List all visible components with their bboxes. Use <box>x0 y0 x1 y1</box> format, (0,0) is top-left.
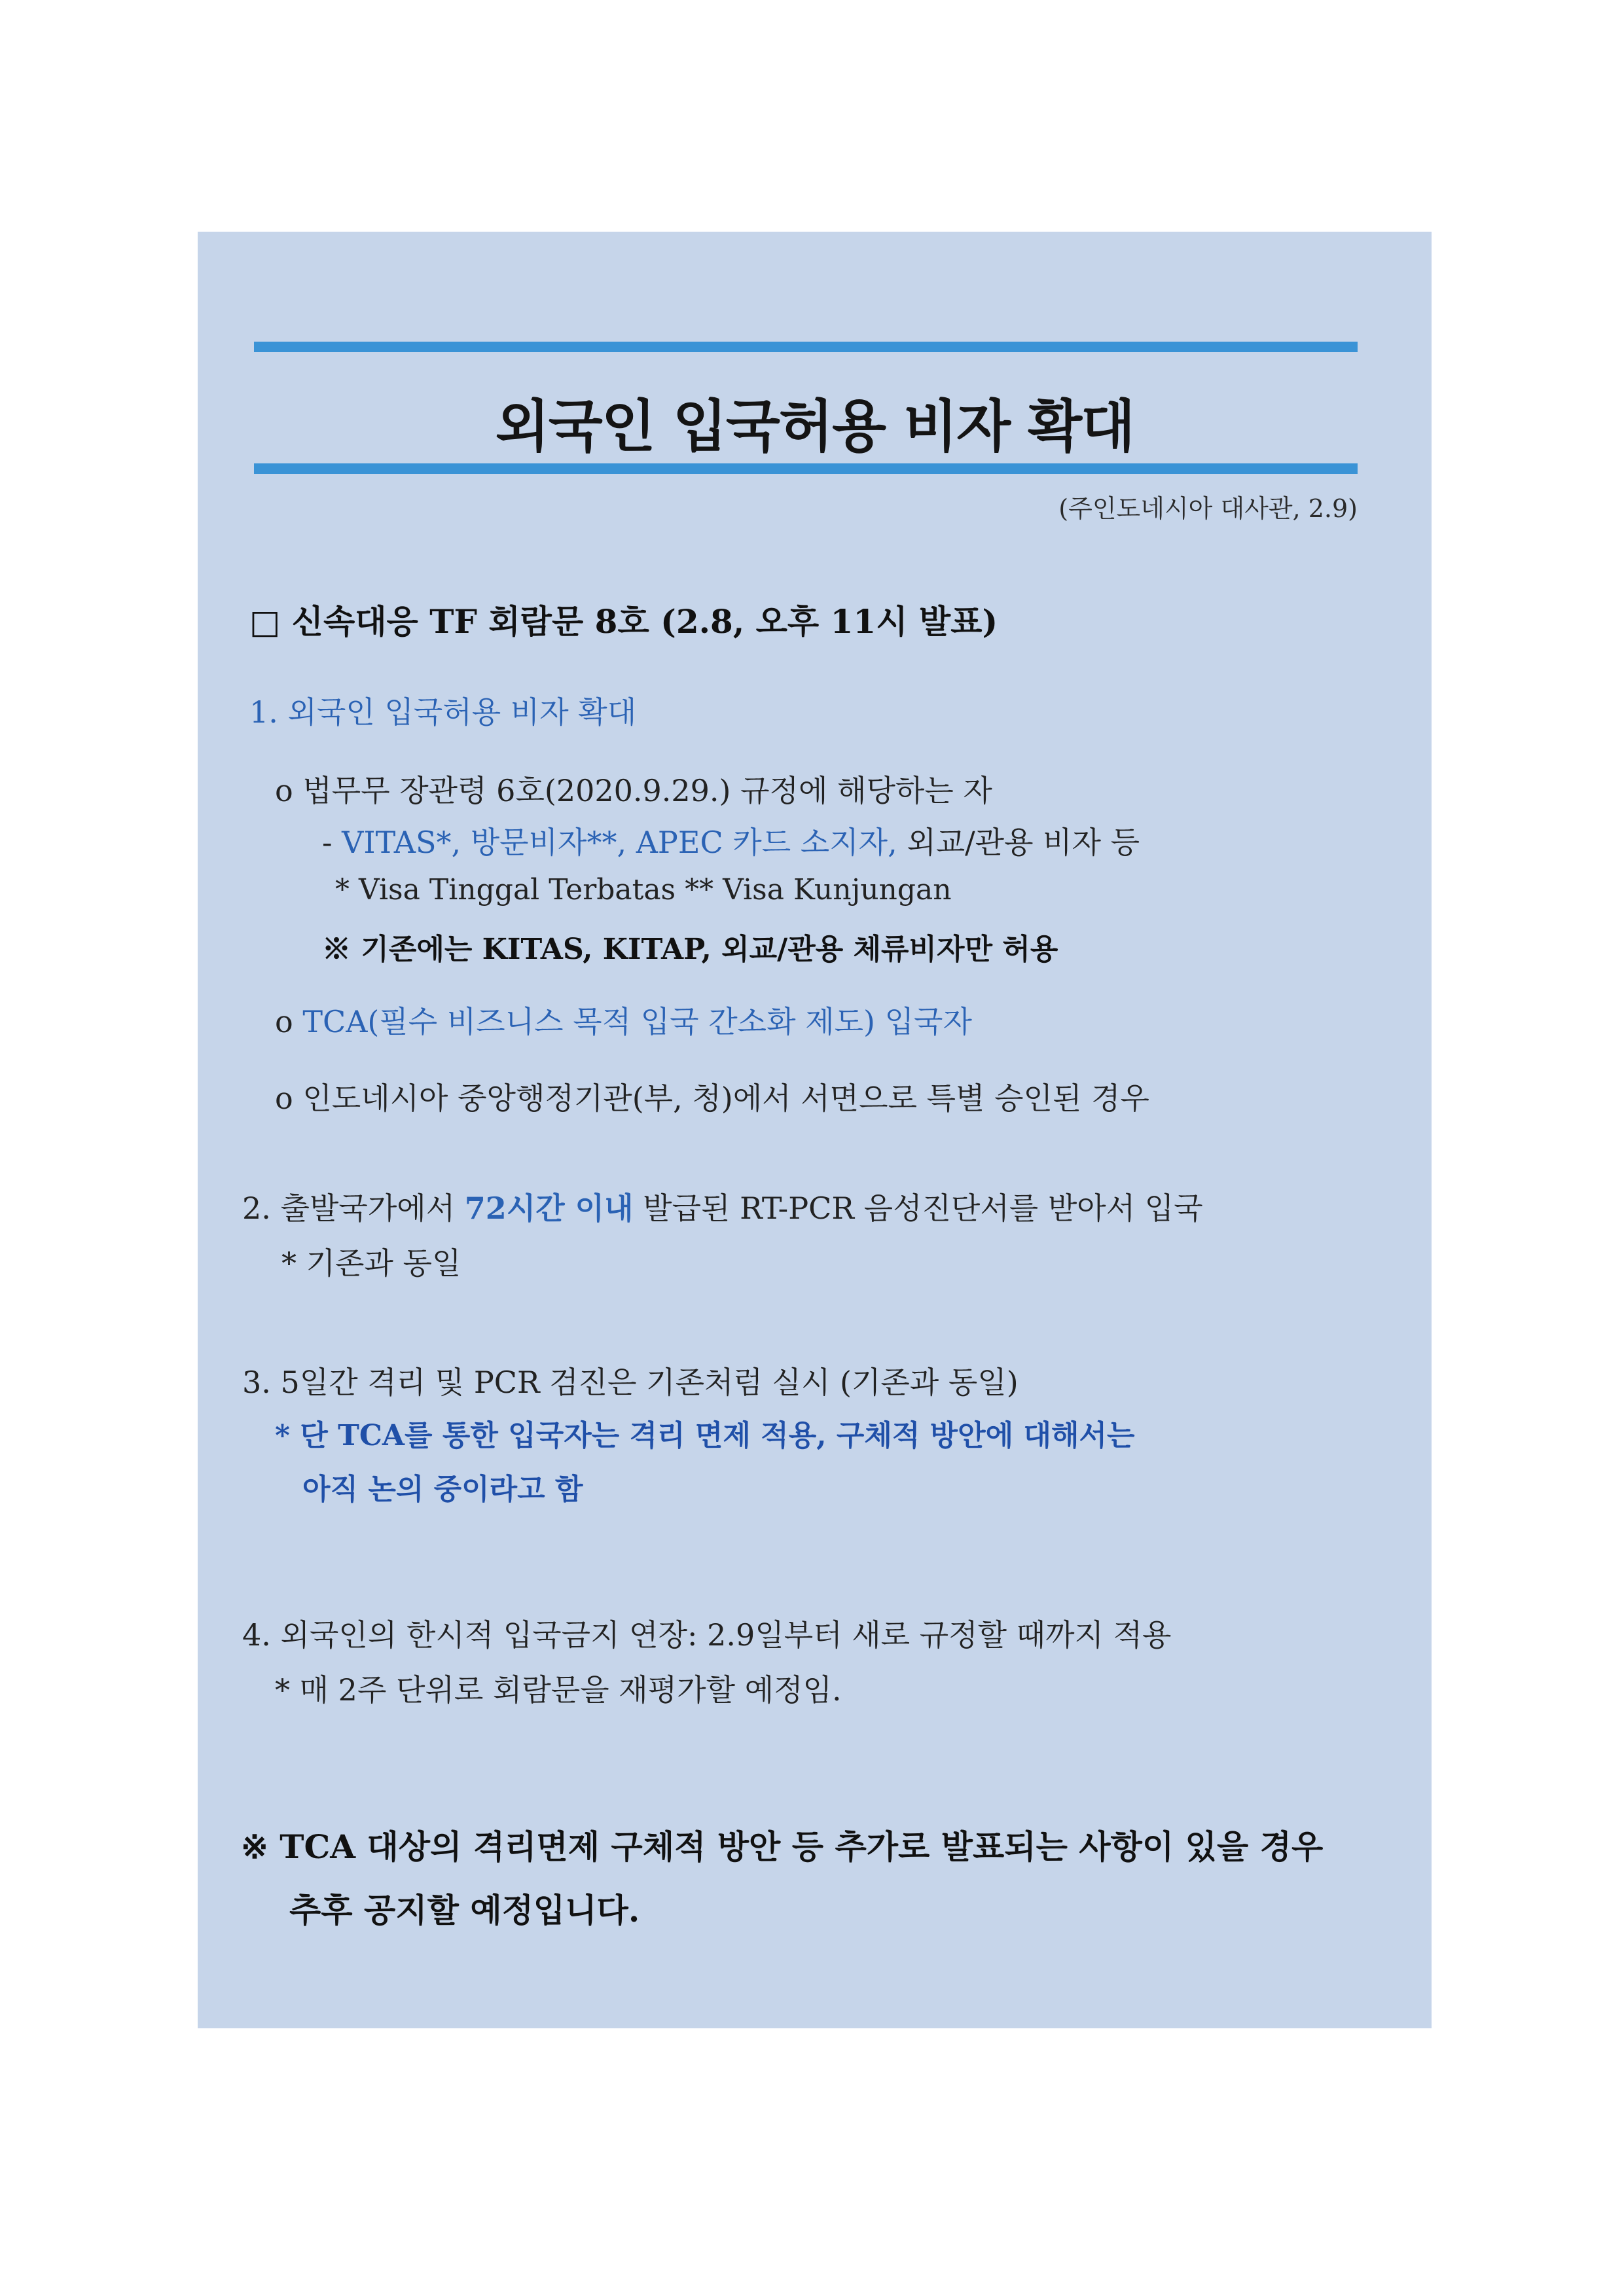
item1-bullet3: o 인도네시아 중앙행정기관(부, 청)에서 서면으로 특별 승인된 경우 <box>275 1081 1149 1116</box>
item3-note-line1: * 단 TCA를 통한 입국자는 격리 면제 적용, 구체적 방안에 대해서는 <box>275 1419 1135 1452</box>
closing-note-line2: 추후 공지할 예정입니다. <box>289 1891 640 1929</box>
bullet-marker: o <box>275 1004 293 1039</box>
item4-title: 4. 외국인의 한시적 입국금지 연장: 2.9일부터 새로 규정할 때까지 적용 <box>242 1617 1172 1653</box>
item2-post: 발급된 RT-PCR 음성진단서를 받아서 입국 <box>643 1191 1203 1226</box>
item2-pre: 2. 출발국가에서 <box>242 1191 456 1226</box>
visa-types-highlight: VITAS*, 방문비자**, APEC 카드 소지자, <box>342 825 897 860</box>
item3-title: 3. 5일간 격리 및 PCR 검진은 기존처럼 실시 (기존과 동일) <box>242 1365 1019 1400</box>
tca-entrants: TCA(필수 비즈니스 목적 입국 간소화 제도) 입국자 <box>302 1004 972 1039</box>
document-sheet <box>198 232 1432 2028</box>
item1-remark: ※ 기존에는 KITAS, KITAP, 외교/관용 체류비자만 허용 <box>322 933 1058 966</box>
item1-bullet1: o 법무무 장관령 6호(2020.9.29.) 규정에 해당하는 자 <box>275 773 992 808</box>
item4-note: * 매 2주 단위로 회람문을 재평가할 예정임. <box>275 1672 842 1708</box>
visa-footnote: * Visa Tinggal Terbatas ** Visa Kunjungan <box>335 873 952 906</box>
item3-note-line2: 아직 논의 중이라고 함 <box>302 1473 583 1506</box>
visa-types-rest: 외교/관용 비자 등 <box>907 825 1140 860</box>
document-title: 외국인 입국허용 비자 확대 <box>495 394 1134 459</box>
item2-note: * 기존과 동일 <box>281 1246 461 1281</box>
dash: - <box>322 825 333 860</box>
closing-note-line1: ※ TCA 대상의 격리면제 구체적 방안 등 추가로 발표되는 사항이 있을 경우 <box>241 1827 1324 1866</box>
source-note: (주인도네시아 대사관, 2.9) <box>1058 494 1358 523</box>
item2-highlight: 72시간 이내 <box>464 1191 634 1226</box>
item1-title: 1. 외국인 입국허용 비자 확대 <box>249 694 637 730</box>
item1-visa-list <box>322 819 1140 862</box>
section-heading: □ 신속대응 TF 회람문 8호 (2.8, 오후 11시 발표) <box>249 602 998 641</box>
title-bottom-rule <box>254 463 1358 474</box>
item2-title <box>242 1185 1203 1228</box>
title-top-rule <box>254 342 1358 352</box>
item1-bullet2 <box>275 998 972 1041</box>
